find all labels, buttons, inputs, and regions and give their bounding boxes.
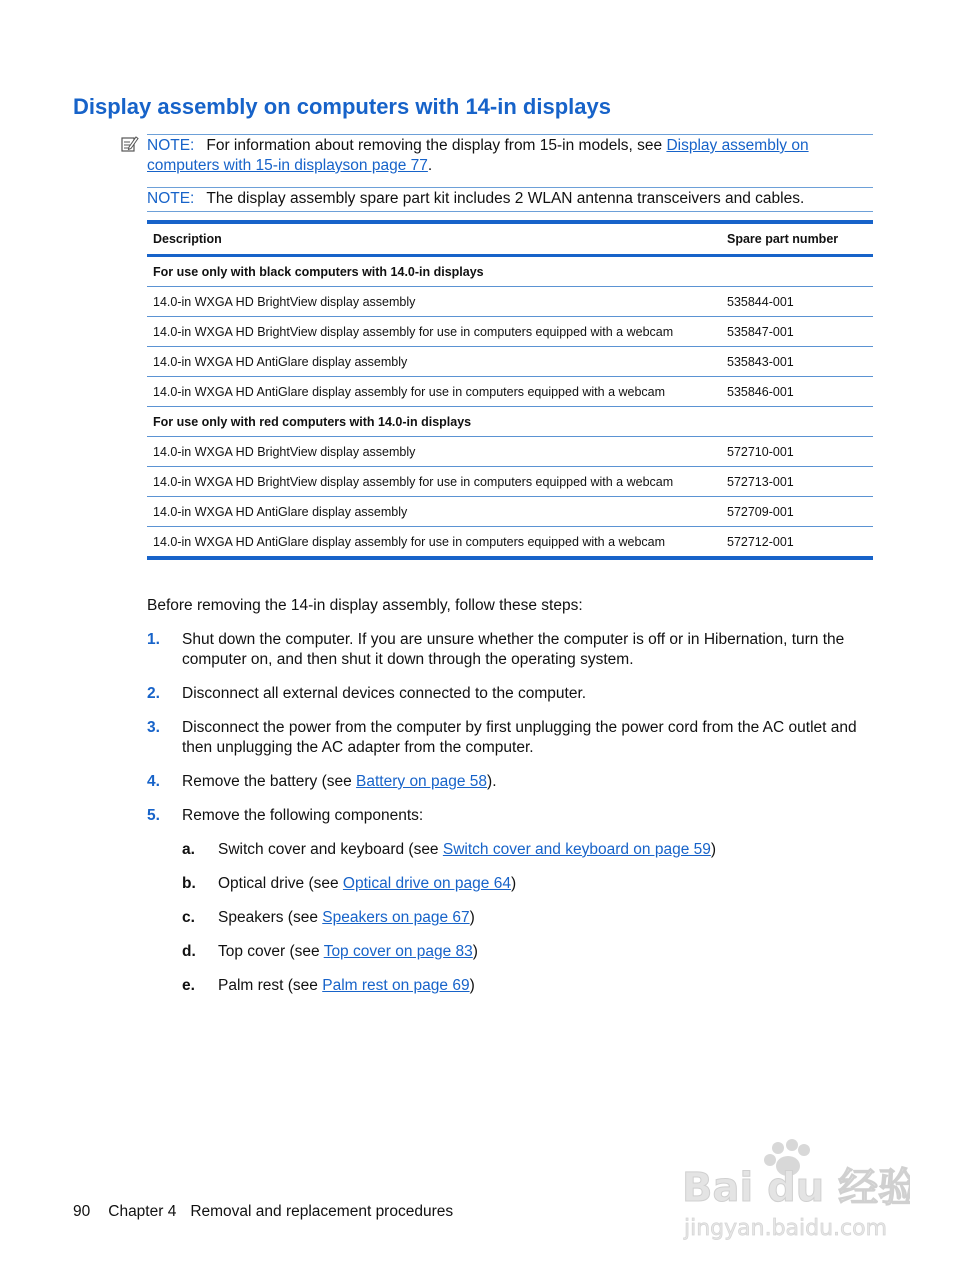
table-row	[147, 437, 873, 467]
table-group-row	[147, 407, 873, 437]
substep-text: Palm rest (see	[218, 977, 323, 994]
table-row	[147, 497, 873, 527]
cell-description: 14.0-in WXGA HD AntiGlare display assembly for use in computers equipped with a webcam	[153, 534, 666, 549]
list-item	[182, 874, 873, 894]
cell-description: 14.0-in WXGA HD AntiGlare display assembly for use in computers equipped with a webcam	[147, 377, 721, 407]
step-number: 5.	[147, 807, 160, 824]
note-label: NOTE:	[147, 190, 195, 207]
step-number: 1.	[147, 631, 160, 648]
spare-parts-table	[147, 220, 873, 560]
substep-letter: b.	[182, 875, 196, 892]
list-item	[147, 684, 873, 704]
cell-description: 14.0-in WXGA HD BrightView display assembly for use in computers equipped with a webcam	[147, 317, 721, 347]
cell-part-number	[721, 256, 873, 287]
substep-text: Speakers (see	[218, 909, 323, 926]
link-optical-drive[interactable]: Optical drive on page 64	[342, 875, 511, 892]
note-spare-part-kit	[147, 187, 873, 212]
link-display-assembly-15in[interactable]: Display assembly on computers with 15-in displayson page 77	[147, 137, 809, 174]
table-header-row	[147, 222, 873, 256]
note-text: The display assembly spare part kit includes 2 WLAN antenna transceivers and cables.	[206, 190, 805, 207]
cell-description: 14.0-in WXGA HD BrightView display assembly for use in computers equipped with a webcam	[147, 467, 721, 497]
step-number: 2.	[147, 685, 160, 702]
removal-steps-list	[147, 630, 873, 1010]
note-end: .	[427, 157, 433, 174]
step-text-end: ).	[487, 773, 497, 790]
cell-part-number: 572709-001	[721, 497, 873, 527]
table-row	[147, 377, 873, 407]
table-row	[147, 317, 873, 347]
cell-description: For use only with black computers with 14.0-in displays	[147, 256, 721, 287]
step-number: 4.	[147, 773, 160, 790]
step-text: Shut down the computer. If you are unsure whether the computer is off or in Hibernation, turn the computer on, and then shut it down through the operating system.	[182, 631, 845, 668]
chapter-label: Chapter 4	[108, 1203, 177, 1220]
substep-text-end: )	[710, 841, 717, 858]
header-spare-part-number: Spare part number	[721, 222, 873, 256]
page-title: Display assembly on computers with 14-in displays	[73, 94, 611, 119]
step-text: Disconnect the power from the computer by first unplugging the power cord from the AC outlet and then unplugging the AC adapter from the computer.	[182, 719, 857, 756]
cell-description: 14.0-in WXGA HD BrightView display assembly	[147, 437, 721, 467]
cell-description: For use only with red computers with 14.0-in displays	[147, 407, 721, 437]
section-title: Removal and replacement procedures	[190, 1203, 454, 1220]
substep-letter: c.	[182, 909, 195, 926]
note-label: NOTE:	[147, 137, 195, 154]
link-switch-cover-keyboard[interactable]: Switch cover and keyboard on page 59	[442, 841, 711, 858]
page-number: 90	[73, 1203, 91, 1220]
cell-part-number: 572710-001	[721, 437, 873, 467]
cell-part-number: 535847-001	[721, 317, 873, 347]
cell-part-number: 572712-001	[727, 534, 794, 549]
step-text: Remove the following components:	[182, 807, 424, 824]
step-number: 3.	[147, 719, 160, 736]
table-row	[147, 467, 873, 497]
steps-intro: Before removing the 14-in display assembly, follow these steps:	[147, 597, 583, 614]
substep-letter: a.	[182, 841, 195, 858]
link-battery[interactable]: Battery on page 58	[356, 773, 488, 790]
note-15in-models	[147, 134, 873, 176]
cell-description: 14.0-in WXGA HD AntiGlare display assembly	[147, 497, 721, 527]
substep-text: Optical drive (see	[218, 875, 343, 892]
table-group-row	[147, 256, 873, 287]
svg-text:Bai du 经验: Bai du 经验	[682, 1165, 910, 1211]
substep-letter: d.	[182, 943, 196, 960]
list-item	[182, 840, 873, 860]
table-row	[147, 527, 873, 559]
link-top-cover[interactable]: Top cover on page 83	[323, 943, 473, 960]
table-row	[147, 347, 873, 377]
list-item	[147, 718, 873, 758]
baidu-watermark	[680, 1138, 910, 1248]
cell-part-number: 535843-001	[721, 347, 873, 377]
svg-text:jingyan.baidu.com: jingyan.baidu.com	[684, 1216, 888, 1241]
link-palm-rest[interactable]: Palm rest on page 69	[322, 977, 470, 994]
list-item	[182, 908, 873, 928]
list-item	[182, 942, 873, 962]
header-description: Description	[147, 222, 721, 256]
list-item	[182, 976, 873, 996]
list-item	[147, 630, 873, 670]
step-text: Remove the battery (see	[182, 773, 357, 790]
list-item	[147, 806, 873, 996]
table-row	[147, 287, 873, 317]
page-footer	[73, 1203, 453, 1221]
substep-text-end: )	[510, 875, 517, 892]
cell-part-number: 535844-001	[721, 287, 873, 317]
cell-description: 14.0-in WXGA HD AntiGlare display assembly	[147, 347, 721, 377]
list-item	[147, 772, 873, 792]
step-text: Disconnect all external devices connected to the computer.	[182, 685, 587, 702]
note-pencil-icon	[121, 135, 139, 153]
substep-text-end: )	[469, 977, 475, 994]
components-sublist	[182, 840, 873, 996]
cell-part-number: 535846-001	[721, 377, 873, 407]
note-text: For information about removing the display from 15-in models, see	[206, 137, 667, 154]
substep-text: Switch cover and keyboard (see	[218, 841, 443, 858]
cell-part-number: 572713-001	[721, 467, 873, 497]
link-speakers[interactable]: Speakers on page 67	[322, 909, 470, 926]
substep-text: Top cover (see	[218, 943, 324, 960]
substep-letter: e.	[182, 977, 195, 994]
cell-part-number	[721, 407, 873, 437]
substep-text-end: )	[469, 909, 475, 926]
substep-text-end: )	[472, 943, 478, 960]
cell-description: 14.0-in WXGA HD BrightView display assembly	[147, 287, 721, 317]
